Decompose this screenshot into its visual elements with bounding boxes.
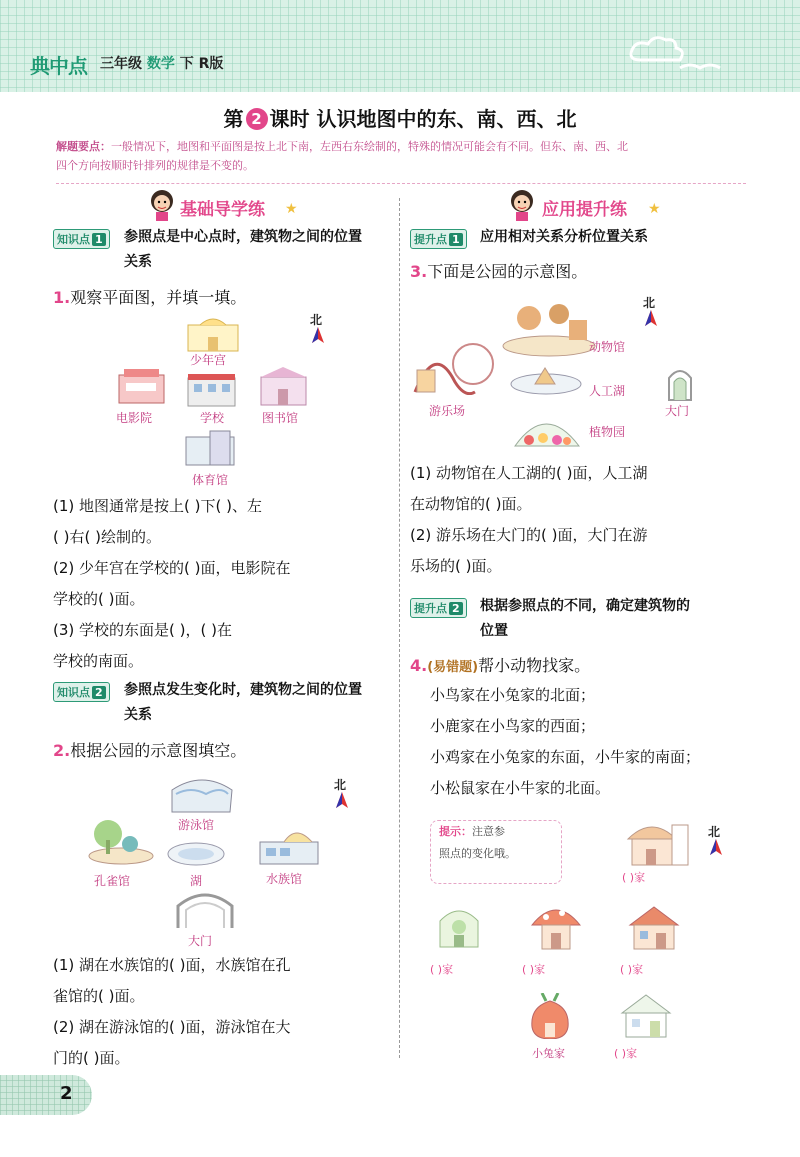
- map3-label-lake: 人工湖: [589, 384, 626, 398]
- tips-label: 解题要点：: [56, 140, 111, 153]
- hint-box: 提示：注意参 照点的变化哦。: [430, 820, 562, 884]
- map1-label-youth-palace: 少年宫: [190, 353, 227, 367]
- house-middle-blank: ( )家: [522, 963, 546, 976]
- section-title-basic: 基础导学练: [180, 200, 265, 220]
- question-2-blanks: (1) 湖在水族馆的( )面，水族馆在孔 雀馆的( )面。 (2) 湖在游泳馆的( )面，游泳馆在大 门的( )面。: [53, 956, 291, 1067]
- map-1: [100, 305, 360, 490]
- book-info: [100, 53, 223, 73]
- question-4-clues: 小鸟家在小兔家的北面； 小鹿家在小鸟家的西面； 小鸡家在小兔家的东面，小牛家的南面； 小松鼠家在小牛家的北面。: [430, 686, 701, 797]
- cloud-icon: [620, 30, 730, 75]
- house-top-blank: ( )家: [622, 871, 646, 884]
- column-divider: [399, 198, 400, 1058]
- improve-point-1: [410, 228, 467, 249]
- map2-label-lake: 湖: [190, 874, 203, 888]
- map-3: [405, 290, 745, 455]
- map2-label-aquarium: 水族馆: [266, 872, 303, 886]
- gym-icon: [180, 427, 240, 467]
- north-arrow-icon: [710, 839, 722, 855]
- north-label: 北: [708, 825, 721, 839]
- question-1: 1.观察平面图，并填一填。: [53, 288, 247, 307]
- gate-icon: [665, 366, 695, 402]
- map3-label-botanical: 植物园: [589, 425, 626, 439]
- map2-label-gate: 大门: [188, 934, 213, 948]
- star-icon: ★: [648, 201, 661, 217]
- lesson-number: 2: [246, 108, 268, 130]
- page-number: 2: [60, 1083, 73, 1104]
- kp-badge: 知识点 2: [53, 682, 110, 702]
- brand-logo: 典中点: [30, 54, 87, 78]
- question-1-blanks: (1) 地图通常是按上( )下( )、左 ( )右( )绘制的。 (2) 少年宫在学校的( )面，电影院在 学校的( )面。 (3) 学校的东面是( )，( )在 学校的南面。: [53, 497, 291, 670]
- school-icon: [184, 370, 239, 408]
- house-bottom-icon: [618, 993, 674, 1039]
- youth-palace-icon: [178, 313, 248, 353]
- map1-label-cinema: 电影院: [116, 411, 153, 425]
- map1-label-gym: 体育馆: [192, 473, 229, 487]
- tp2-text: 根据参照点的不同，确定建筑物的 位置: [480, 598, 690, 639]
- aquarium-icon: [254, 828, 324, 868]
- north-label: 北: [643, 296, 656, 310]
- gate-icon: [170, 888, 240, 930]
- north-arrow-icon: [336, 792, 348, 808]
- grade-label: 三年级: [100, 56, 142, 72]
- swimming-hall-icon: [166, 774, 236, 814]
- kp1-text: 参照点是中心点时，建筑物之间的位置 关系: [124, 229, 362, 270]
- amusement-park-icon: [411, 340, 501, 395]
- tp1-text: 应用相对关系分析位置关系: [480, 229, 648, 245]
- house-bottom-blank: ( )家: [614, 1047, 638, 1060]
- subject-label: 数学: [146, 56, 175, 72]
- map1-label-library: 图书馆: [262, 411, 299, 425]
- tp-badge: 提升点 2: [410, 598, 467, 618]
- map3-label-zoo: 动物馆: [589, 340, 626, 354]
- map3-label-playground: 游乐场: [429, 404, 466, 418]
- question-4: 4.(易错题)帮小动物找家。: [410, 656, 591, 675]
- question-3-blanks: (1) 动物馆在人工湖的( )面，人工湖 在动物馆的( )面。 (2) 游乐场在大门的( )面，大门在游 乐场的( )面。: [410, 464, 648, 575]
- knowledge-point-1: [53, 228, 110, 249]
- section-title-advanced: 应用提升练: [542, 200, 627, 220]
- map2-label-swimming: 游泳馆: [178, 818, 215, 832]
- lesson-title: 第 2 课时 认识地图中的东、南、西、北: [223, 107, 577, 131]
- cartoon-kid-icon: [508, 188, 536, 222]
- divider: [56, 183, 746, 186]
- kp-badge: 知识点 1: [53, 229, 110, 249]
- lake-icon: [166, 838, 226, 868]
- north-arrow-icon: [645, 310, 657, 326]
- north-arrow-icon: [312, 327, 324, 343]
- rabbit-house-label: 小兔家: [532, 1047, 565, 1060]
- cartoon-kid-icon: [148, 188, 176, 222]
- improve-point-2: [410, 597, 467, 618]
- hint-label: 提示：: [439, 825, 472, 838]
- rabbit-house-icon: [528, 993, 572, 1039]
- map-2: [80, 770, 370, 950]
- kp2-text: 参照点发生变化时，建筑物之间的位置 关系: [124, 682, 362, 723]
- tp-badge: 提升点 1: [410, 229, 467, 249]
- map3-label-gate: 大门: [665, 404, 690, 418]
- knowledge-point-2: [53, 681, 110, 702]
- question-3: 3.下面是公园的示意图。: [410, 262, 588, 281]
- artificial-lake-icon: [509, 366, 584, 396]
- house-left-blank: ( )家: [430, 963, 454, 976]
- house-right-blank: ( )家: [620, 963, 644, 976]
- zoo-icon: [499, 292, 599, 358]
- peacock-hall-icon: [86, 810, 156, 865]
- map-4: [410, 815, 750, 1065]
- cinema-icon: [114, 365, 169, 405]
- error-prone-tag: (易错题): [427, 660, 479, 675]
- edition-label: 下 R版: [179, 56, 224, 72]
- solving-tips: 解题要点：一般情况下，地图和平面图是按上北下南，左西右东绘制的，特殊的情况可能会有不同。但东、南、西、北 四个方向按顺时针排列的规律是不变的。: [56, 140, 628, 172]
- north-label: 北: [334, 778, 347, 792]
- house-right-icon: [626, 903, 682, 951]
- north-label: 北: [310, 313, 323, 327]
- house-left-icon: [434, 903, 484, 949]
- star-icon: ★: [285, 201, 298, 217]
- question-2: 2.根据公园的示意图填空。: [53, 741, 247, 760]
- botanical-garden-icon: [509, 408, 584, 448]
- house-top-icon: [626, 819, 692, 867]
- library-icon: [256, 365, 311, 407]
- map2-label-peacock: 孔雀馆: [94, 874, 131, 888]
- mushroom-house-icon: [528, 901, 584, 951]
- page-number-tab: [0, 1075, 92, 1115]
- map1-label-school: 学校: [200, 411, 225, 425]
